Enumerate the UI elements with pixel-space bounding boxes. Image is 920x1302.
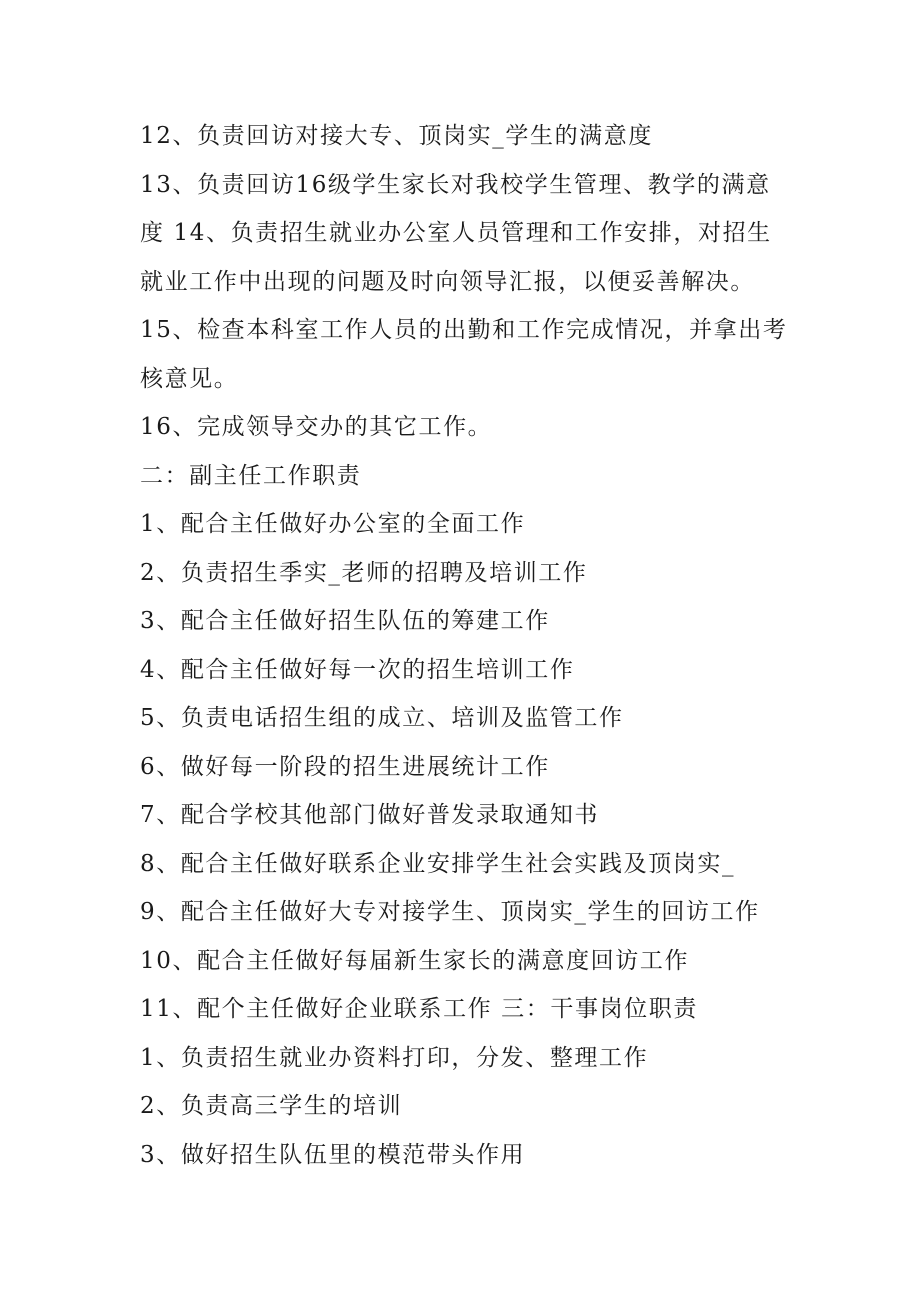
text-line: 5、负责电话招生组的成立、培训及监管工作 — [140, 705, 624, 731]
text-line: 4、配合主任做好每一次的招生培训工作 — [140, 656, 575, 683]
document-body — [140, 112, 790, 1179]
text-line: 10、配合主任做好每届新生家长的满意度回访工作 — [140, 947, 690, 974]
section-heading: 二：副主任工作职责 — [140, 462, 362, 489]
text-line: 11、配个主任做好企业联系工作 三：干事岗位职责 — [140, 996, 698, 1022]
text-line: 12、负责回访对接大专、顶岗实_学生的满意度 — [140, 123, 653, 149]
text-line: 16、完成领导交办的其它工作。 — [140, 414, 493, 440]
text-line: 2、负责高三学生的培训 — [140, 1093, 403, 1119]
text-line: 核意见。 — [140, 365, 239, 392]
text-line: 3、配合主任做好招生队伍的筹建工作 — [140, 608, 550, 634]
text-line: 9、配合主任做好大专对接学生、顶岗实_学生的回访工作 — [140, 899, 760, 925]
text-line: 3、做好招生队伍里的模范带头作用 — [140, 1141, 526, 1168]
text-line: 15、检查本科室工作人员的出勤和工作完成情况，并拿出考 — [140, 317, 788, 343]
text-line: 6、做好每一阶段的招生进展统计工作 — [140, 753, 550, 780]
text-line: 7、配合学校其他部门做好普发录取通知书 — [140, 802, 600, 828]
text-line: 2、负责招生季实_老师的招聘及培训工作 — [140, 559, 588, 586]
text-line: 1、配合主任做好办公室的全面工作 — [140, 511, 526, 537]
text-line: 8、配合主任做好联系企业安排学生社会实践及顶岗实_ — [140, 850, 736, 877]
text-line: 就业工作中出现的问题及时向领导汇报，以便妥善解决。 — [140, 268, 755, 295]
text-line: 13、负责回访16级学生家长对我校学生管理、教学的满意 — [140, 171, 771, 198]
text-line: 1、负责招生就业办资料打印，分发、整理工作 — [140, 1044, 649, 1071]
text-line: 度 14、负责招生就业办公室人员管理和工作安排，对招生 — [140, 220, 772, 246]
